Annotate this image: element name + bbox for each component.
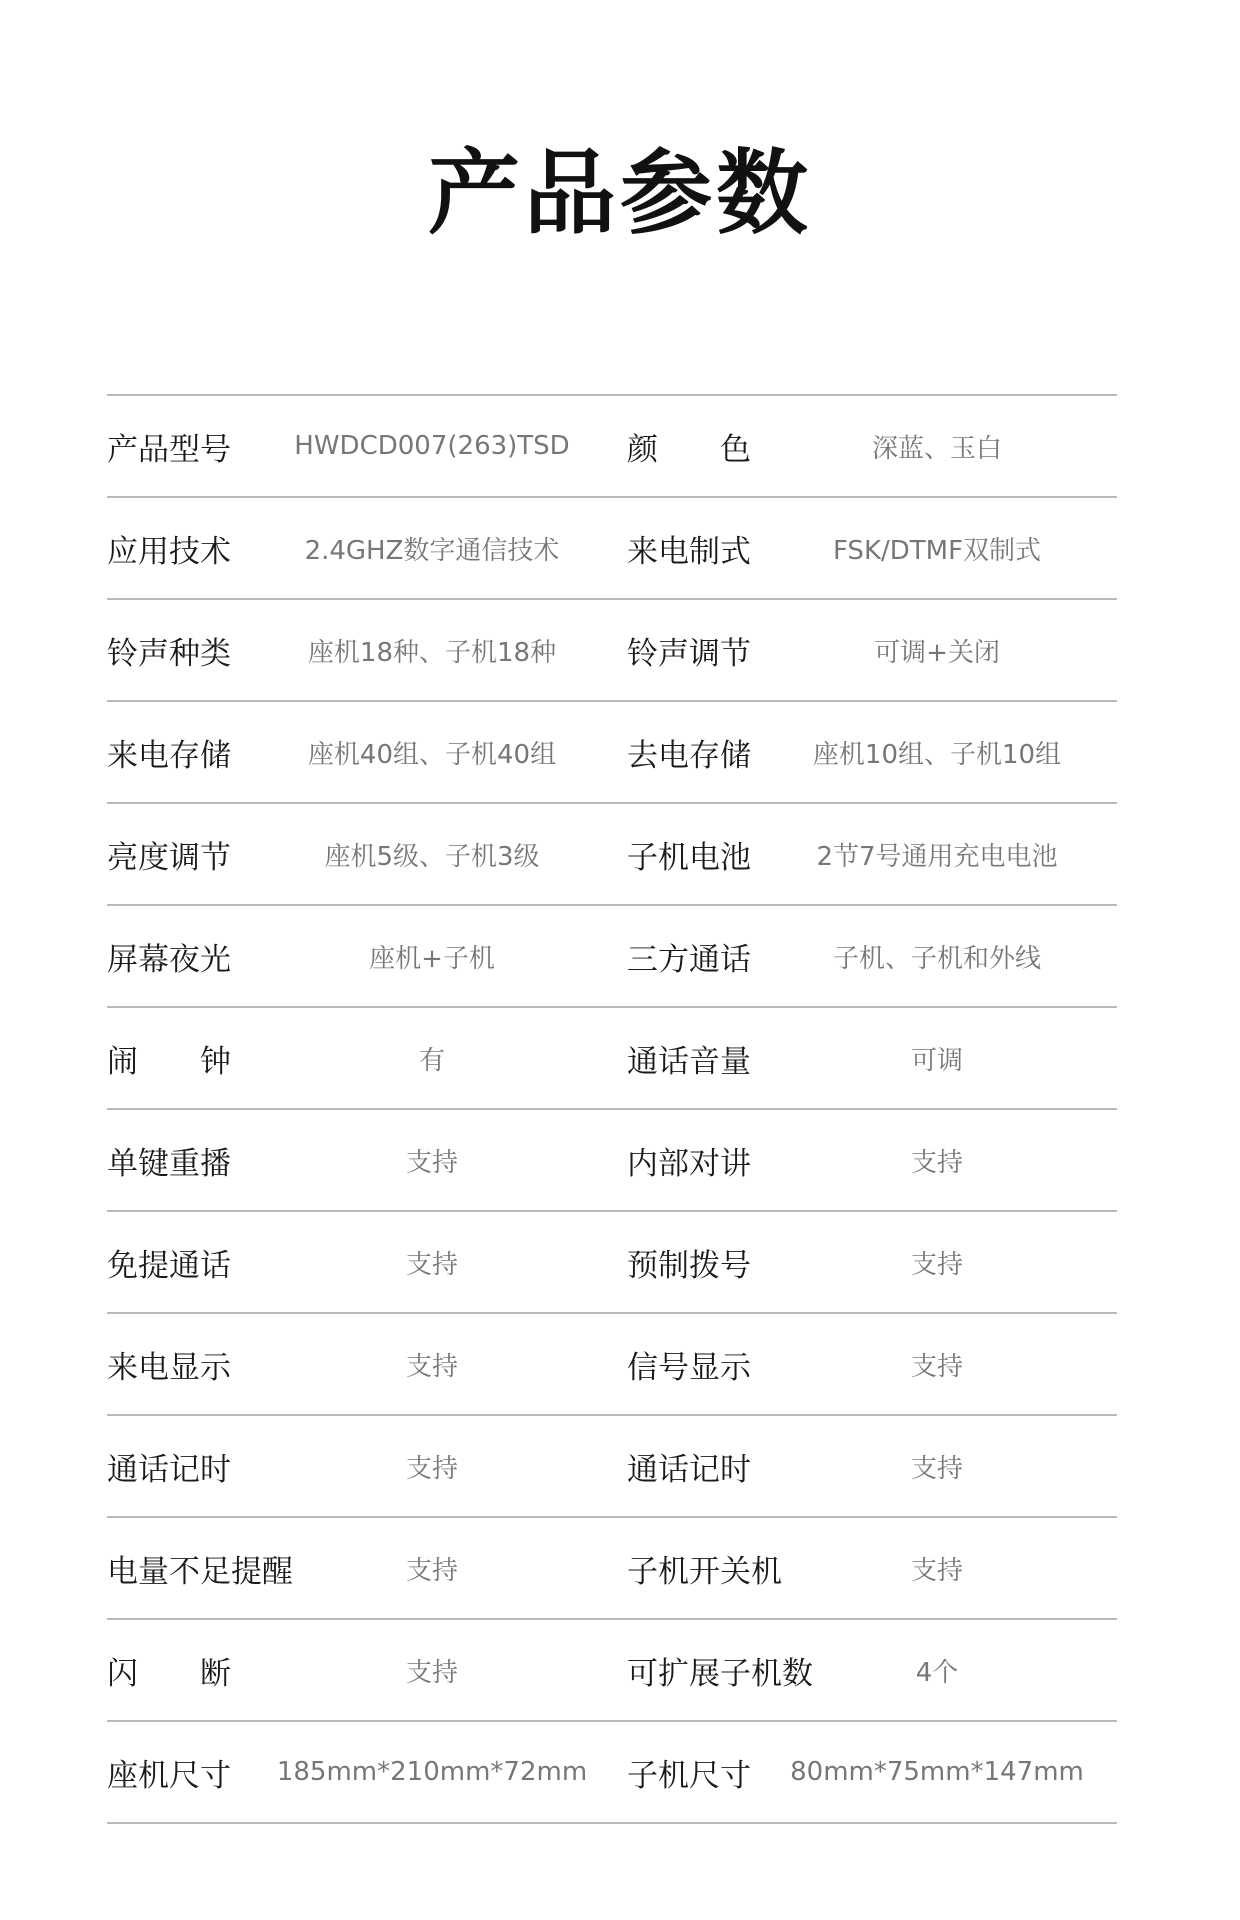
spec-label: 信号显示 — [627, 1349, 751, 1386]
spec-label: 来电显示 — [107, 1349, 231, 1386]
spec-value: FSK/DTMF双制式 — [832, 535, 1042, 566]
table-row — [107, 1314, 1117, 1416]
spec-value: 支持 — [405, 1453, 458, 1484]
spec-value: 支持 — [405, 1555, 458, 1586]
table-row — [107, 600, 1117, 702]
table-row — [107, 396, 1117, 498]
table-row — [107, 1416, 1117, 1518]
spec-label: 屏幕夜光 — [107, 941, 231, 978]
spec-value: 有 — [418, 1045, 445, 1076]
spec-value: 支持 — [405, 1249, 458, 1280]
spec-label: 去电存储 — [627, 737, 751, 774]
spec-label: 亮度调节 — [107, 839, 231, 876]
table-row — [107, 804, 1117, 906]
table-row — [107, 498, 1117, 600]
page-title: 产品参数 — [427, 140, 812, 247]
spec-value: 座机+子机 — [369, 943, 495, 974]
spec-label: 通话音量 — [627, 1043, 751, 1080]
spec-value: 185mm*210mm*72mm — [276, 1757, 588, 1787]
spec-label: 可扩展子机数 — [627, 1655, 813, 1692]
spec-value: 支持 — [405, 1147, 458, 1178]
spec-label: 子机电池 — [627, 839, 751, 876]
spec-label: 免提通话 — [107, 1247, 231, 1284]
spec-value: 支持 — [910, 1555, 963, 1586]
spec-value: 可调+关闭 — [874, 637, 1000, 668]
spec-label: 来电制式 — [627, 533, 751, 570]
spec-label: 闹 钟 — [107, 1043, 231, 1080]
spec-value: 4个 — [915, 1657, 959, 1688]
table-row — [107, 1722, 1117, 1824]
spec-value: 2.4GHZ数字通信技术 — [304, 535, 560, 566]
spec-label: 通话记时 — [107, 1451, 231, 1488]
spec-label: 通话记时 — [627, 1451, 751, 1488]
spec-label: 单键重播 — [107, 1145, 231, 1182]
spec-value: 支持 — [910, 1453, 963, 1484]
spec-value: 2节7号通用充电电池 — [816, 841, 1058, 872]
spec-label: 应用技术 — [107, 533, 231, 570]
spec-value: 80mm*75mm*147mm — [790, 1757, 1084, 1787]
spec-label: 子机尺寸 — [627, 1757, 751, 1794]
spec-value: 支持 — [405, 1657, 458, 1688]
spec-label: 产品型号 — [107, 431, 231, 468]
spec-value: 座机18种、子机18种 — [307, 637, 557, 668]
spec-value: 可调 — [910, 1045, 963, 1076]
spec-label: 子机开关机 — [627, 1553, 782, 1590]
spec-value: 座机40组、子机40组 — [307, 739, 557, 770]
spec-label: 预制拨号 — [627, 1247, 751, 1284]
table-row — [107, 906, 1117, 1008]
spec-label: 来电存储 — [107, 737, 231, 774]
table-row — [107, 1620, 1117, 1722]
spec-value: 座机5级、子机3级 — [324, 841, 540, 872]
spec-label: 内部对讲 — [627, 1145, 751, 1182]
spec-value: 支持 — [910, 1249, 963, 1280]
spec-value: 座机10组、子机10组 — [812, 739, 1062, 770]
spec-value: 深蓝、玉白 — [871, 433, 1002, 464]
spec-label: 座机尺寸 — [107, 1757, 231, 1794]
spec-table — [107, 394, 1117, 1824]
spec-value: 支持 — [910, 1351, 963, 1382]
spec-label: 三方通话 — [627, 941, 751, 978]
spec-value: 子机、子机和外线 — [832, 943, 1041, 974]
table-row — [107, 1008, 1117, 1110]
spec-value: 支持 — [405, 1351, 458, 1382]
spec-label: 颜 色 — [627, 431, 751, 468]
spec-label: 闪 断 — [107, 1655, 231, 1692]
spec-value: 支持 — [910, 1147, 963, 1178]
table-row — [107, 1212, 1117, 1314]
spec-label: 铃声种类 — [107, 635, 231, 672]
spec-label: 铃声调节 — [627, 635, 751, 672]
table-row — [107, 702, 1117, 804]
table-row — [107, 1518, 1117, 1620]
table-row — [107, 1110, 1117, 1212]
spec-value: HWDCD007(263)TSD — [294, 431, 570, 461]
spec-label: 电量不足提醒 — [107, 1553, 293, 1590]
